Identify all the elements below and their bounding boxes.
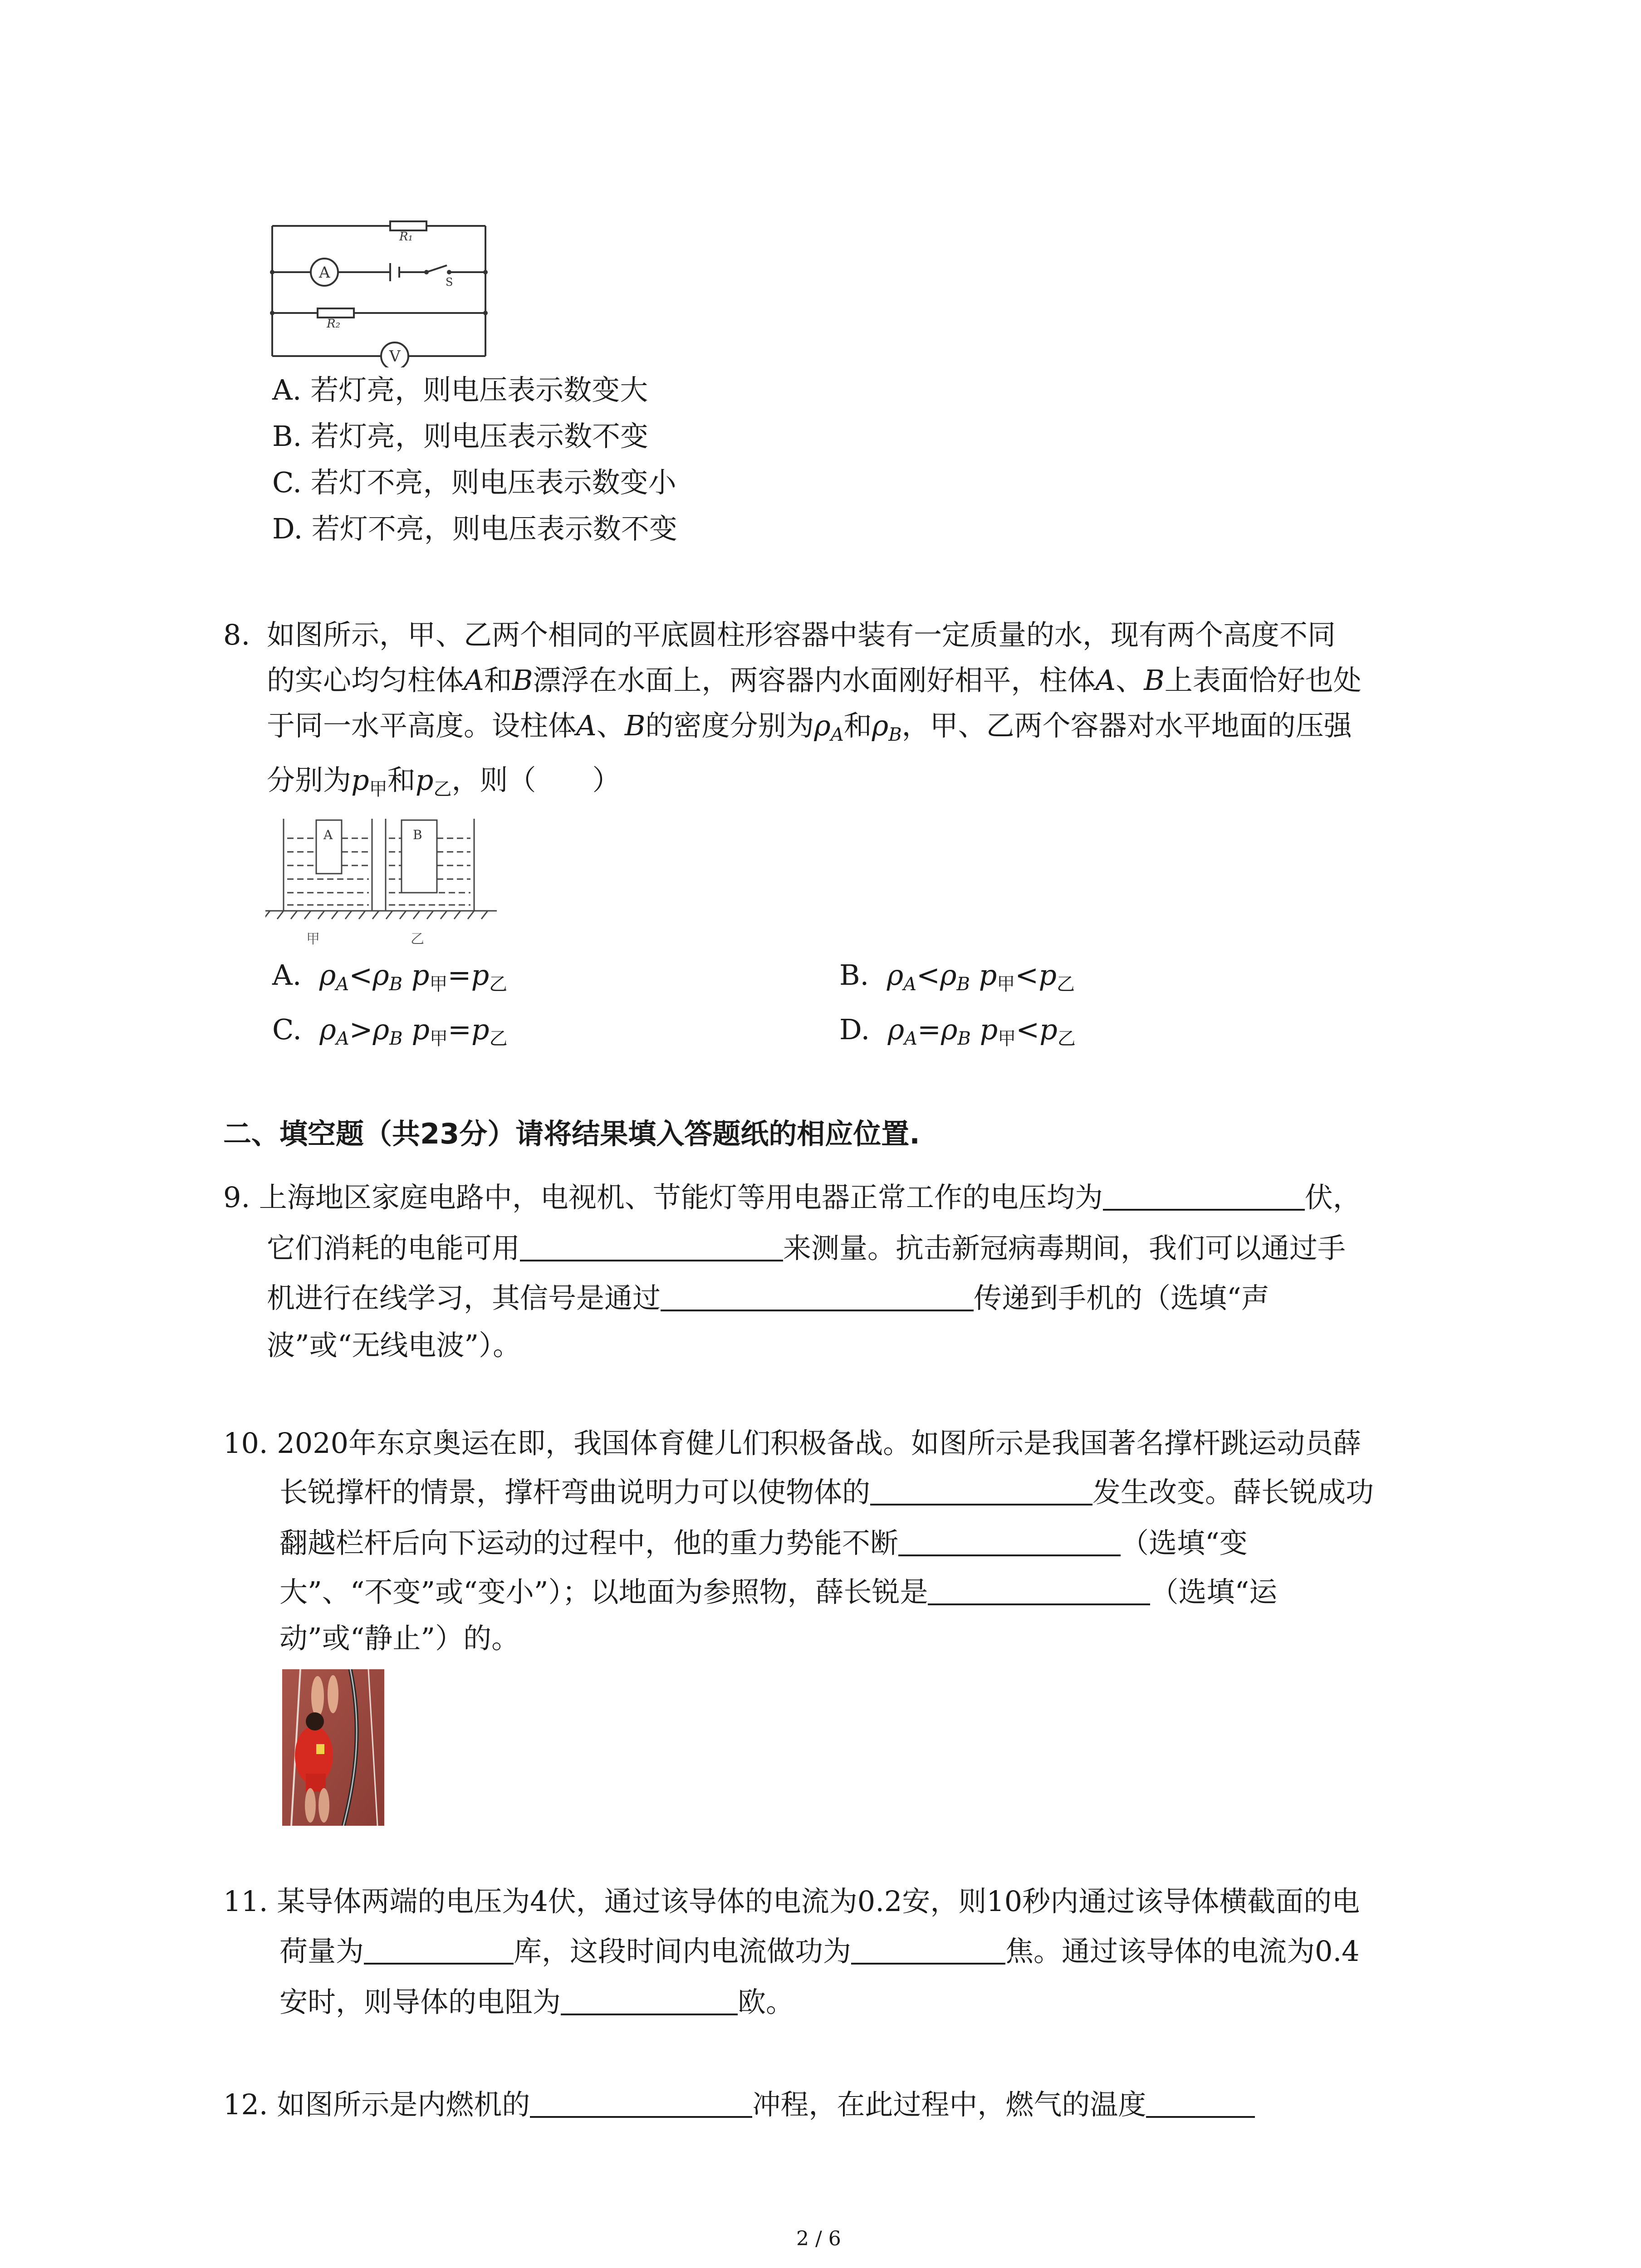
q10-line-2: 长锐撑杆的情景，撑杆弯曲说明力可以使物体的 发生改变。薛长锐成功 (279, 1476, 1374, 1509)
block-a-label: A (323, 827, 333, 842)
page-number: 2 / 6 (796, 2227, 841, 2250)
q8-line-3: 于同一水平高度。设柱体A、B的密度分别为$\rho_A$和$\rho_B$，甲、乙两个容器对水平地面的压强 (267, 709, 1352, 745)
q7-option-a: A. 若灯亮，则电压表示数变大 (272, 373, 648, 406)
q8-line-2: 的实心均匀柱体A和B漂浮在水面上，两容器内水面刚好相平，柱体A、B上表面恰好也处 (267, 664, 1362, 697)
q12-line-1: 12. 如图所示是内燃机的 冲程，在此过程中，燃气的温度 (223, 2087, 1255, 2123)
q11-line-1: 11. 某导体两端的电压为4伏，通过该导体的电流为0.2安，则10秒内通过该导体横截面的电 (223, 1885, 1360, 1918)
q9-blank-2[interactable] (520, 1232, 783, 1261)
q8-option-c: C. $\rho_A>\rho_B$ $p_甲=p_乙$ (272, 1013, 508, 1049)
q10-line-3: 翻越栏杆后向下运动的过程中，他的重力势能不断 （选填“变 (279, 1526, 1248, 1559)
q11-blank-2[interactable] (851, 1935, 1005, 1965)
q9-line-1: 9. 上海地区家庭电路中，电视机、节能灯等用电器正常工作的电压均为 伏， (223, 1181, 1361, 1214)
q12-blank-2[interactable] (1146, 2088, 1255, 2118)
q10-blank-1[interactable] (870, 1476, 1092, 1505)
q9-line-4: 波”或“无线电波”）。 (267, 1329, 521, 1362)
q10-blank-2[interactable] (898, 1526, 1121, 1556)
voltmeter-label: V (389, 347, 401, 366)
label-jia: 甲 (306, 931, 320, 947)
switch-label: S (446, 276, 453, 288)
q11-line-3: 安时，则导体的电阻为 欧。 (279, 1985, 794, 2019)
q9-blank-3[interactable] (661, 1281, 974, 1311)
q9-blank-1[interactable] (1103, 1181, 1305, 1211)
ammeter-label: A (319, 264, 330, 282)
block-b-label: B (413, 827, 422, 842)
q7-option-b: B. 若灯亮，则电压表示数不变 (272, 420, 648, 453)
q11-blank-1[interactable] (364, 1935, 514, 1965)
section-heading: 二、填空题（共23分）请将结果填入答题纸的相应位置. (223, 1117, 920, 1150)
q7-option-c: C. 若灯不亮，则电压表示数变小 (272, 466, 676, 499)
q9-line-2: 它们消耗的电能可用 来测量。抗击新冠病毒期间，我们可以通过手 (267, 1232, 1346, 1265)
q10-line-1: 10. 2020年东京奥运在即，我国体育健儿们积极备战。如图所示是我国著名撑杆跳运动员薛 (223, 1427, 1362, 1460)
q8-number: 8. (223, 618, 250, 651)
q12-blank-1[interactable] (530, 2088, 752, 2118)
q9-line-3: 机进行在线学习，其信号是通过 传递到手机的（选填“声 (267, 1281, 1269, 1315)
r2-label: R₂ (327, 317, 340, 331)
pole-vault-photo (282, 1669, 384, 1826)
q8-line-4: 分别为$p_甲$和$p_乙$，则（ ） (267, 763, 621, 800)
circuit-diagram (268, 213, 495, 367)
q8-option-d: D. $\rho_A=\rho_B$ $p_甲<p_乙$ (839, 1013, 1076, 1049)
label-yi: 乙 (411, 931, 424, 947)
q10-line-5: 动”或“静止”）的。 (279, 1622, 520, 1655)
q8-line-1: 如图所示，甲、乙两个相同的平底圆柱形容器中装有一定质量的水，现有两个高度不同 (267, 618, 1336, 651)
q10-blank-3[interactable] (928, 1575, 1150, 1605)
r1-label: R₁ (399, 230, 413, 244)
containers-figure (265, 812, 501, 957)
q11-line-2: 荷量为 库，这段时间内电流做功为 焦。通过该导体的电流为0.4 (279, 1935, 1360, 1968)
q7-option-d: D. 若灯不亮，则电压表示数不变 (272, 512, 677, 545)
q8-option-a: A. $\rho_A<\rho_B$ $p_甲=p_乙$ (272, 958, 508, 995)
q8-option-b: B. $\rho_A<\rho_B$ $p_甲<p_乙$ (839, 958, 1075, 995)
q11-blank-3[interactable] (561, 1985, 738, 2015)
q10-line-4: 大”、“不变”或“变小”）；以地面为参照物，薛长锐是 （选填“运 (279, 1575, 1278, 1608)
